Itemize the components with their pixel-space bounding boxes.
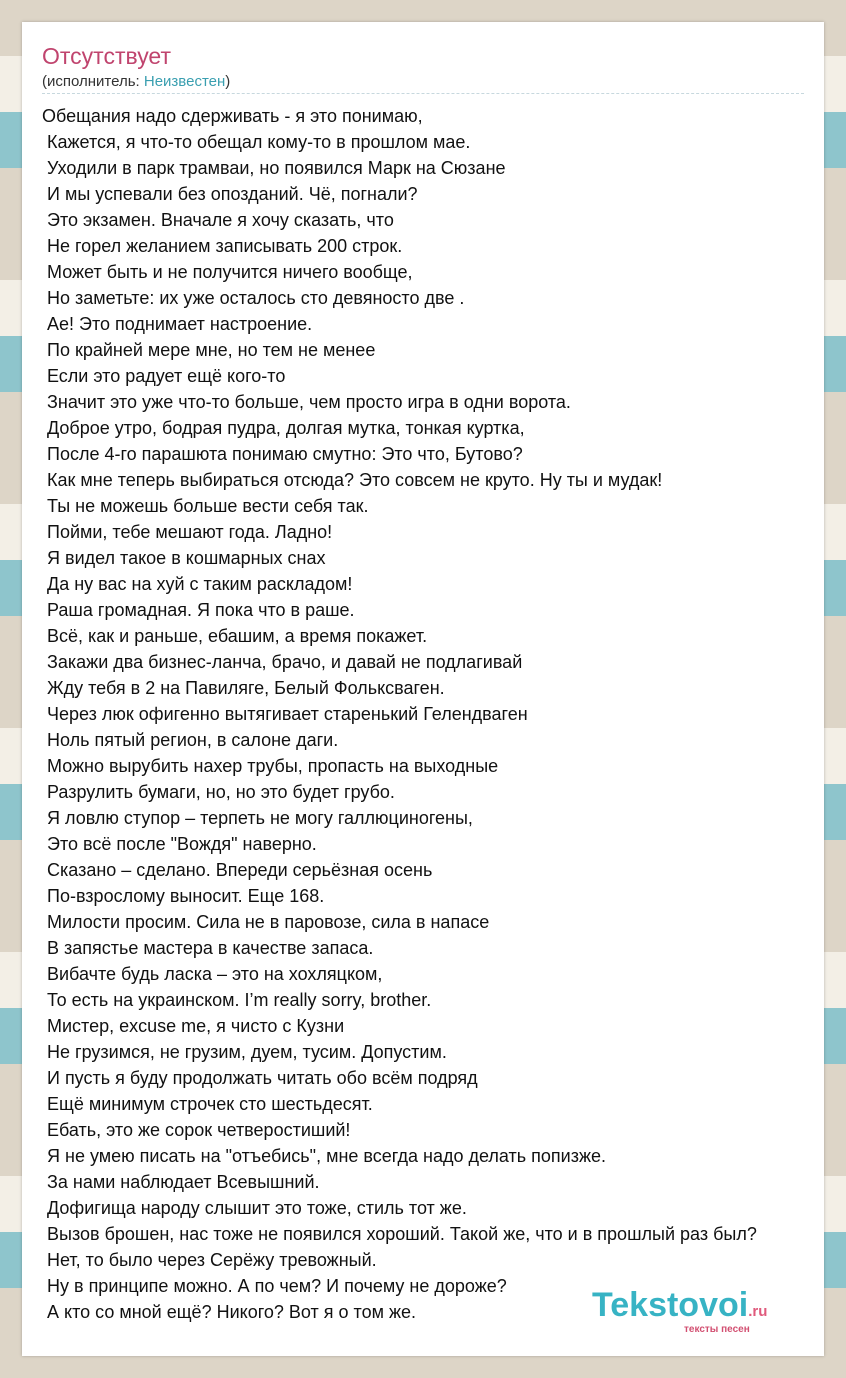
lyric-line: Уходили в парк трамваи, но появился Марк на Сюзане (42, 158, 506, 178)
lyric-line: Милости просим. Сила не в паровозе, сила в напасе (42, 912, 490, 932)
lyric-line: Сказано – сделано. Впереди серьёзная осень (42, 860, 433, 880)
lyric-line: Я не умею писать на "отъебись", мне всегда надо делать попизже. (42, 1146, 607, 1166)
lyric-line: По-взрослому выносит. Еще 168. (42, 886, 325, 906)
lyric-line: Если это радует ещё кого-то (42, 366, 286, 386)
lyric-line: Значит это уже что-то больше, чем просто игра в одни ворота. (42, 392, 571, 412)
lyric-line: Обещания надо сдерживать - я это понимаю, (42, 106, 423, 126)
lyric-line: Раша громадная. Я пока что в раше. (42, 600, 355, 620)
artist-line (42, 73, 230, 90)
lyrics-card (22, 22, 824, 1356)
lyric-line: Ае! Это поднимает настроение. (42, 314, 313, 334)
lyric-line: Ещё минимум строчек сто шестьдесят. (42, 1094, 373, 1114)
song-title: Отсутствует (42, 43, 171, 69)
lyric-line: За нами наблюдает Всевышний. (42, 1172, 320, 1192)
lyric-line: Дофигища народу слышит это тоже, стиль тот же. (42, 1198, 467, 1218)
lyric-line: Я ловлю ступор – терпеть не могу галлюциногены, (42, 808, 473, 828)
lyric-line: Нет, то было через Серёжу тревожный. (42, 1250, 377, 1270)
lyric-line: После 4-го парашюта понимаю смутно: Это что, Бутово? (42, 444, 523, 464)
lyric-line: Это всё после "Вождя" наверно. (42, 834, 317, 854)
lyric-line: Вызов брошен, нас тоже не появился хороший. Такой же, что и в прошлый раз был? (42, 1224, 757, 1244)
logo-tagline: тексты песен (684, 1324, 750, 1335)
lyric-line: Не грузимся, не грузим, дуем, тусим. Допустим. (42, 1042, 447, 1062)
logo-brand: Tekstovoi (592, 1286, 749, 1324)
lyric-line: Но заметьте: их уже осталось сто девяносто две . (42, 288, 465, 308)
lyric-line: Как мне теперь выбираться отсюда? Это совсем не круто. Ну ты и мудак! (42, 470, 663, 490)
lyric-line: Да ну вас на хуй с таким раскладом! (42, 574, 353, 594)
lyric-line: Мистер, excuse me, я чисто с Кузни (42, 1016, 345, 1036)
lyric-line: Вибачте будь ласка – это на хохляцком, (42, 964, 383, 984)
lyric-line: Ебать, это же сорок четверостиший! (42, 1120, 351, 1140)
lyric-line: Не горел желанием записывать 200 строк. (42, 236, 403, 256)
site-logo[interactable] (592, 1286, 768, 1335)
lyric-line: Может быть и не получится ничего вообще, (42, 262, 413, 282)
lyric-line: Я видел такое в кошмарных снах (42, 548, 326, 568)
lyric-line: То есть на украинском. I’m really sorry, brother. (42, 990, 432, 1010)
artist-prefix: (исполнитель: (42, 73, 144, 90)
lyric-line: Через люк офигенно вытягивает старенький Гелендваген (42, 704, 528, 724)
artist-link[interactable]: Неизвестен (143, 73, 226, 90)
lyric-line: Закажи два бизнес-ланча, брачо, и давай не подлагивай (42, 652, 523, 672)
lyric-line: Ноль пятый регион, в салоне даги. (42, 730, 339, 750)
logo-tld: .ru (748, 1303, 768, 1320)
lyric-line: Разрулить бумаги, но, но это будет грубо. (42, 782, 395, 802)
artist-suffix: ) (225, 73, 231, 90)
lyric-line: И мы успевали без опозданий. Чё, погнали? (42, 184, 418, 204)
lyric-line: Ты не можешь больше вести себя так. (42, 496, 369, 516)
lyric-line: В запястье мастера в качестве запаса. (42, 938, 374, 958)
lyric-line: Кажется, я что-то обещал кому-то в прошлом мае. (42, 132, 471, 152)
lyric-line: По крайней мере мне, но тем не менее (42, 340, 376, 360)
lyric-line: Это экзамен. Вначале я хочу сказать, что (42, 210, 394, 230)
lyric-line: Жду тебя в 2 на Павиляге, Белый Фольксваген. (42, 678, 445, 698)
lyric-line: Всё, как и раньше, ебашим, а время покажет. (42, 626, 428, 646)
lyric-line: А кто со мной ещё? Никого? Вот я о том же. (42, 1302, 417, 1322)
lyrics-text (42, 103, 842, 1325)
lyric-line: Доброе утро, бодрая пудра, долгая мутка, тонкая куртка, (42, 418, 525, 438)
lyric-line: Ну в принципе можно. А по чем? И почему не дороже? (42, 1276, 507, 1296)
lyric-line: Можно вырубить нахер трубы, пропасть на выходные (42, 756, 499, 776)
lyric-line: И пусть я буду продолжать читать обо всём подряд (42, 1068, 478, 1088)
divider (42, 93, 804, 94)
lyric-line: Пойми, тебе мешают года. Ладно! (42, 522, 333, 542)
